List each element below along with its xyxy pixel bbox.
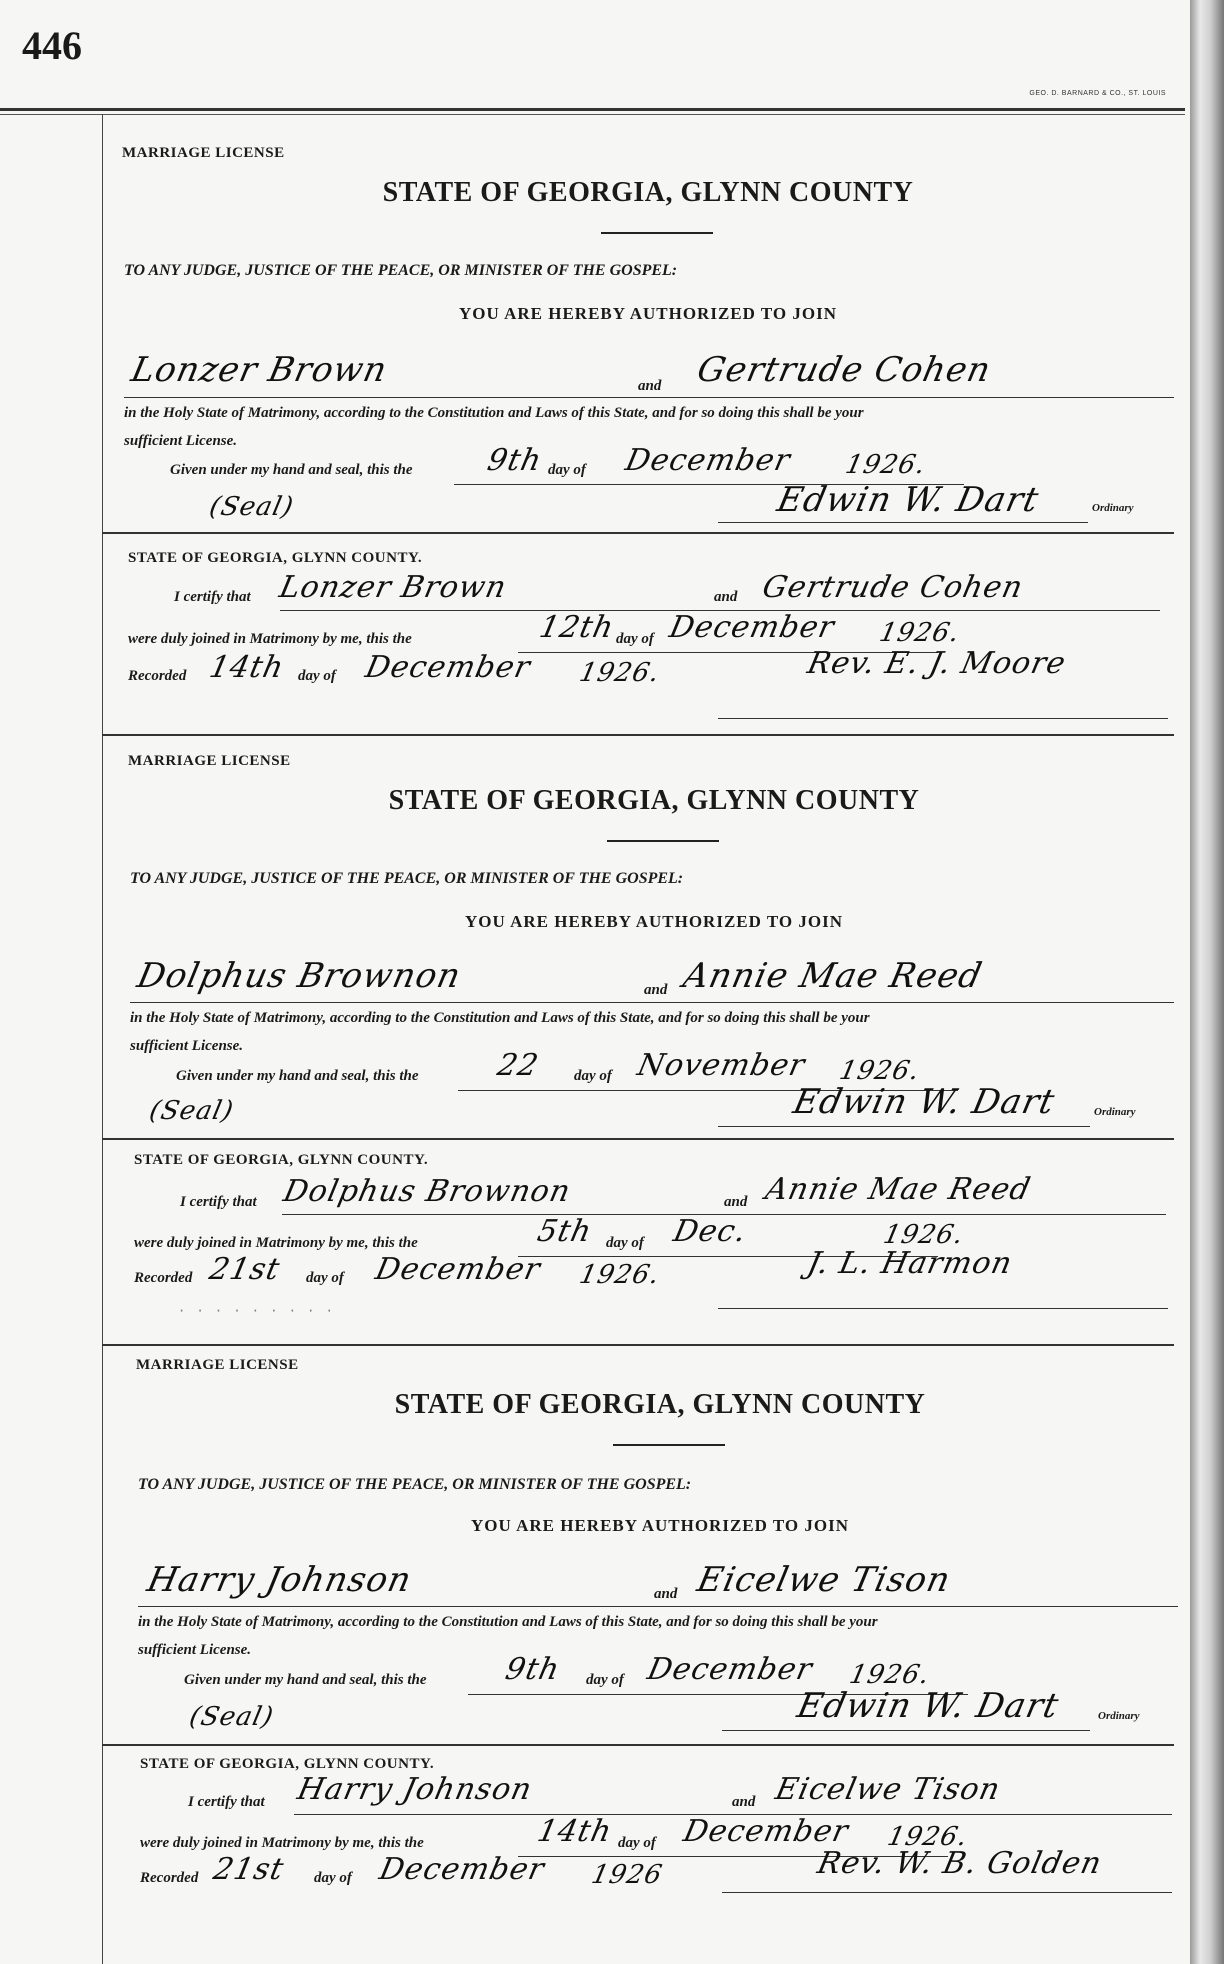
license-title: STATE OF GEORGIA, GLYNN COUNTY xyxy=(388,785,920,816)
recorded-day-of: day of xyxy=(306,1270,344,1286)
bride-name: Eicelwe Tison xyxy=(693,1560,955,1600)
cert-and: and xyxy=(724,1194,748,1210)
and-label: and xyxy=(644,982,668,998)
holy-state-text: in the Holy State of Matrimony, according to the Constitution and Laws of this State, and for so doing this shall be your xyxy=(124,405,864,421)
bride-name: Gertrude Cohen xyxy=(693,350,995,390)
recorded-day-of: day of xyxy=(314,1870,352,1886)
officiant-signature: J. L. Harmon xyxy=(804,1246,1016,1281)
authorized-line: YOU ARE HEREBY AUTHORIZED TO JOIN xyxy=(459,304,837,323)
issued-day: 22 xyxy=(494,1048,542,1083)
ordinary-label: Ordinary xyxy=(1092,502,1134,514)
were-joined-text: were duly joined in Matrimony by me, this the xyxy=(128,631,412,647)
officiant-line xyxy=(722,1892,1172,1893)
cert-and: and xyxy=(732,1794,756,1810)
license-title: STATE OF GEORGIA, GLYNN COUNTY xyxy=(382,177,914,208)
groom-name: Lonzer Brown xyxy=(127,350,392,390)
recorded-day: 21st xyxy=(210,1852,288,1887)
joined-month: Dec. xyxy=(670,1214,750,1249)
joined-day: 12th xyxy=(536,610,618,645)
given-under-text: Given under my hand and seal, this the xyxy=(176,1068,419,1084)
ordinary-label: Ordinary xyxy=(1094,1106,1136,1118)
recorded-year: 1926 xyxy=(588,1860,666,1890)
marriage-license-2 xyxy=(118,748,1178,1354)
ordinary-label: Ordinary xyxy=(1098,1710,1140,1722)
issued-year: 1926. xyxy=(842,450,929,480)
license-label: MARRIAGE LICENSE xyxy=(122,145,285,161)
seal: (Seal) xyxy=(206,492,297,522)
section-rule xyxy=(102,1744,1174,1746)
license-end-rule xyxy=(102,734,1174,736)
printer-mark: GEO. D. BARNARD & CO., ST. LOUIS xyxy=(1029,90,1166,97)
license-title: STATE OF GEORGIA, GLYNN COUNTY xyxy=(394,1389,926,1420)
names-line xyxy=(130,1002,1174,1003)
joined-day-of: day of xyxy=(606,1235,644,1251)
cert-bride: Gertrude Cohen xyxy=(759,570,1027,605)
joined-day-of: day of xyxy=(618,1835,656,1851)
joined-year: 1926. xyxy=(880,1220,967,1250)
cert-bride: Annie Mae Reed xyxy=(762,1172,1035,1207)
cert-groom: Lonzer Brown xyxy=(276,570,510,605)
marriage-license-3 xyxy=(118,1352,1178,1958)
address-line: TO ANY JUDGE, JUSTICE OF THE PEACE, OR MINISTER OF THE GOSPEL: xyxy=(130,870,684,887)
day-of-text: day of xyxy=(574,1068,612,1084)
joined-day: 5th xyxy=(534,1214,596,1249)
recorded-day: 21st xyxy=(206,1252,284,1287)
license-end-rule xyxy=(102,1344,1174,1346)
ordinary-line xyxy=(718,1126,1090,1127)
address-line: TO ANY JUDGE, JUSTICE OF THE PEACE, OR MINISTER OF THE GOSPEL: xyxy=(138,1476,692,1493)
left-margin-rule xyxy=(102,114,103,1964)
ordinary-line xyxy=(722,1730,1090,1731)
recorded-month: December xyxy=(376,1852,548,1887)
holy-state-text: in the Holy State of Matrimony, according to the Constitution and Laws of this State, and for so doing this shall be your xyxy=(138,1614,878,1630)
cert-bride: Eicelwe Tison xyxy=(772,1772,1004,1807)
title-rule xyxy=(601,232,713,234)
issued-month: November xyxy=(634,1048,809,1083)
sufficient-text: sufficient License. xyxy=(138,1642,252,1658)
certificate-title: STATE OF GEORGIA, GLYNN COUNTY. xyxy=(140,1756,435,1772)
were-joined-text: were duly joined in Matrimony by me, this the xyxy=(134,1235,418,1251)
title-rule xyxy=(607,840,719,842)
authorized-line: YOU ARE HEREBY AUTHORIZED TO JOIN xyxy=(465,912,843,931)
faded-stamp-marks: · · · · · · · · · xyxy=(178,1304,335,1318)
given-under-text: Given under my hand and seal, this the xyxy=(184,1672,427,1688)
issued-month: December xyxy=(644,1652,816,1687)
holy-state-text: in the Holy State of Matrimony, according to the Constitution and Laws of this State, and for so doing this shall be your xyxy=(130,1010,870,1026)
officiant-line xyxy=(718,1308,1168,1309)
groom-name: Harry Johnson xyxy=(143,1560,416,1600)
license-label: MARRIAGE LICENSE xyxy=(136,1357,299,1373)
sufficient-text: sufficient License. xyxy=(124,433,238,449)
day-of-text: day of xyxy=(586,1672,624,1688)
recorded-day: 14th xyxy=(206,650,288,685)
authorized-line: YOU ARE HEREBY AUTHORIZED TO JOIN xyxy=(471,1516,849,1535)
section-rule xyxy=(102,532,1174,534)
day-of-text: day of xyxy=(548,462,586,478)
and-label: and xyxy=(638,378,662,394)
recorded-month: December xyxy=(372,1252,544,1287)
certificate-title: STATE OF GEORGIA, GLYNN COUNTY. xyxy=(134,1152,429,1168)
ordinary-signature: Edwin W. Dart xyxy=(773,480,1043,520)
ordinary-signature: Edwin W. Dart xyxy=(793,1686,1063,1726)
issued-year: 1926. xyxy=(846,1660,933,1690)
joined-year: 1926. xyxy=(884,1822,971,1852)
cert-groom: Dolphus Brownon xyxy=(280,1174,575,1209)
and-label: and xyxy=(654,1586,678,1602)
officiant-signature: Rev. E. J. Moore xyxy=(804,646,1070,681)
recorded-year: 1926. xyxy=(576,1260,663,1290)
given-under-text: Given under my hand and seal, this the xyxy=(170,462,413,478)
address-line: TO ANY JUDGE, JUSTICE OF THE PEACE, OR MINISTER OF THE GOSPEL: xyxy=(124,262,678,279)
seal: (Seal) xyxy=(146,1096,237,1126)
marriage-license-1 xyxy=(118,140,1178,746)
i-certify-text: I certify that xyxy=(180,1194,257,1210)
recorded-text: Recorded xyxy=(134,1270,193,1286)
issued-day: 9th xyxy=(484,443,546,478)
joined-month: December xyxy=(666,610,838,645)
ordinary-signature: Edwin W. Dart xyxy=(789,1082,1059,1122)
groom-name: Dolphus Brownon xyxy=(133,956,465,996)
names-line xyxy=(138,1606,1178,1607)
bride-name: Annie Mae Reed xyxy=(679,956,987,996)
i-certify-text: I certify that xyxy=(188,1794,265,1810)
section-rule xyxy=(102,1138,1174,1140)
issued-month: December xyxy=(622,443,794,478)
were-joined-text: were duly joined in Matrimony by me, this the xyxy=(140,1835,424,1851)
joined-day: 14th xyxy=(534,1814,616,1849)
license-label: MARRIAGE LICENSE xyxy=(128,753,291,769)
joined-day-of: day of xyxy=(616,631,654,647)
recorded-text: Recorded xyxy=(140,1870,199,1886)
page-number: 446 xyxy=(22,23,82,68)
names-line xyxy=(124,397,1174,398)
certificate-title: STATE OF GEORGIA, GLYNN COUNTY. xyxy=(128,550,423,566)
cert-and: and xyxy=(714,589,738,605)
i-certify-text: I certify that xyxy=(174,589,251,605)
ordinary-line xyxy=(718,522,1088,523)
title-rule xyxy=(613,1444,725,1446)
officiant-line xyxy=(718,718,1168,719)
issued-day: 9th xyxy=(502,1652,564,1687)
top-rule-secondary xyxy=(0,114,1185,115)
top-rule xyxy=(0,108,1185,111)
officiant-signature: Rev. W. B. Golden xyxy=(814,1846,1106,1881)
cert-groom: Harry Johnson xyxy=(294,1772,536,1807)
recorded-year: 1926. xyxy=(576,658,663,688)
recorded-day-of: day of xyxy=(298,668,336,684)
sufficient-text: sufficient License. xyxy=(130,1038,244,1054)
joined-year: 1926. xyxy=(876,618,963,648)
book-binding-edge xyxy=(1190,0,1224,1964)
recorded-month: December xyxy=(362,650,534,685)
seal: (Seal) xyxy=(186,1702,277,1732)
joined-month: December xyxy=(680,1814,852,1849)
recorded-text: Recorded xyxy=(128,668,187,684)
issued-year: 1926. xyxy=(836,1056,923,1086)
